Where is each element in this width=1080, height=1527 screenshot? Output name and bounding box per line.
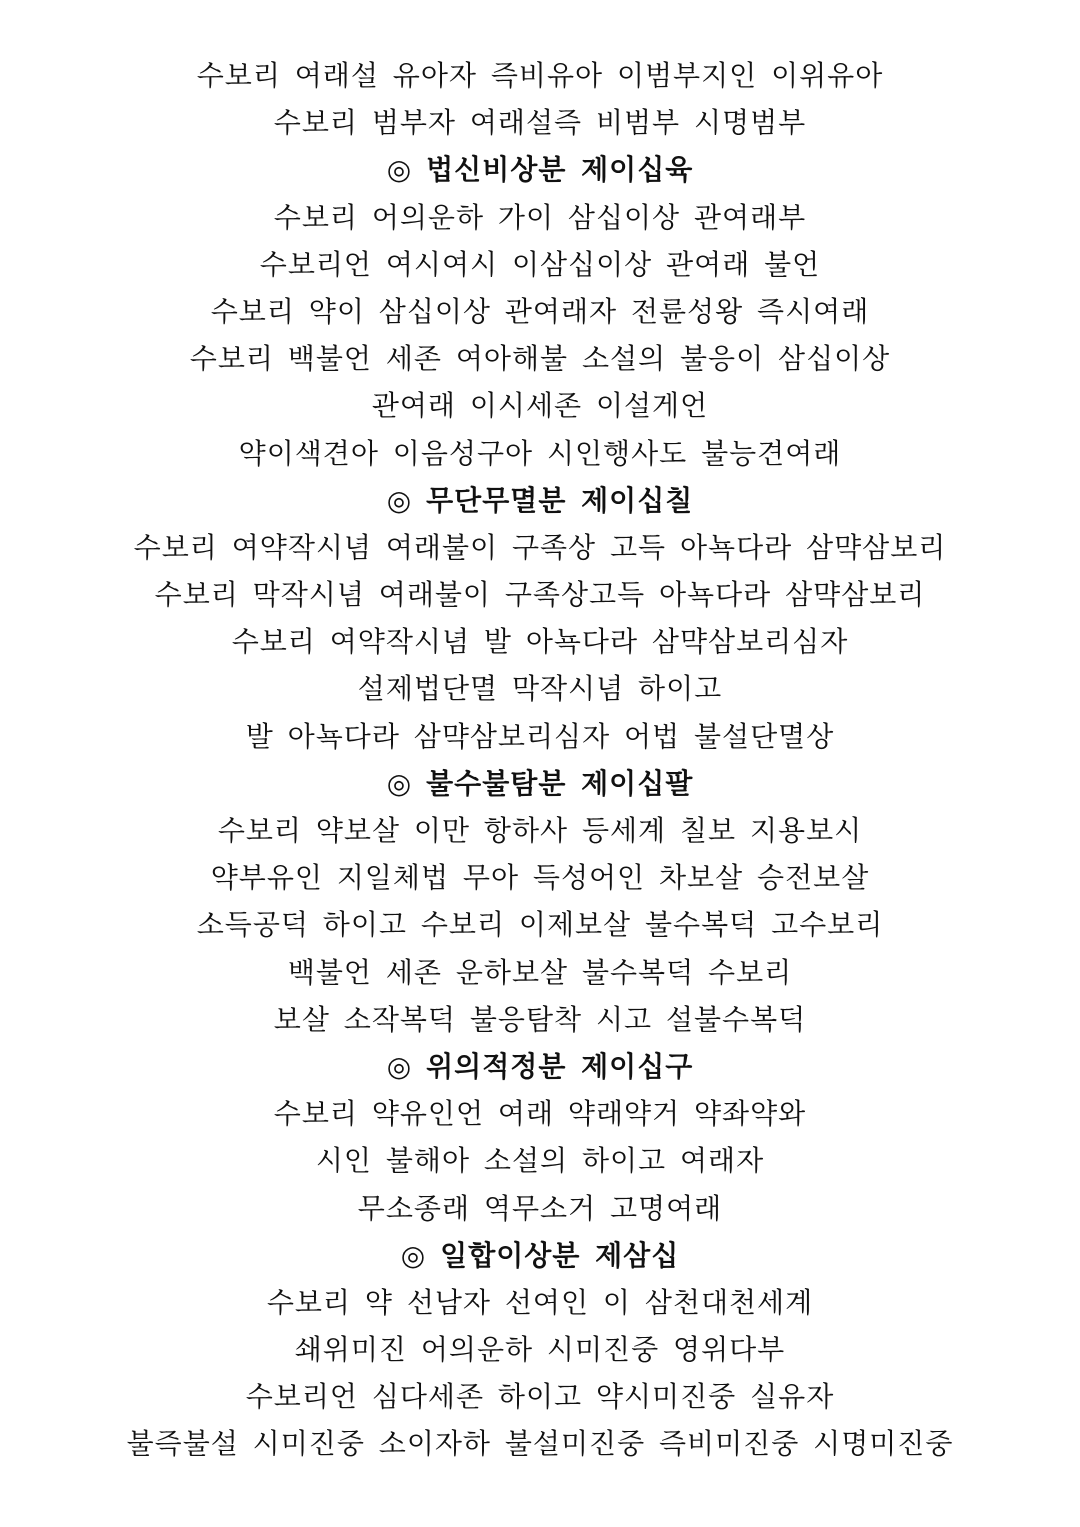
text-line (0, 335, 1080, 382)
text-line (0, 194, 1080, 241)
line-text: 수보리 약 선남자 선여인 이 삼천대천세계 (266, 1285, 814, 1319)
line-text: 관여래 이시세존 이설게언 (371, 389, 709, 423)
text-line (0, 1373, 1080, 1420)
text-line (0, 618, 1080, 665)
text-line (0, 665, 1080, 712)
line-text: 약이색견아 이음성구아 시인행사도 불능견여래 (238, 436, 842, 470)
line-text: 수보리 약보살 이만 항하사 등세계 칠보 지용보시 (217, 814, 863, 847)
text-line (0, 52, 1080, 99)
section-title: 불수불탐분 제이십팔 (426, 766, 694, 800)
double-circle-icon: ◎ (386, 483, 413, 517)
line-text: 수보리언 여시여시 이삼십이상 관여래 불언 (259, 247, 821, 281)
line-text: 백불언 세존 운하보살 불수복덕 수보리 (287, 955, 793, 989)
text-line (0, 241, 1080, 288)
line-text: 발 아뇩다라 삼먁삼보리심자 어법 불설단멸상 (245, 719, 835, 753)
line-text: 수보리 여약작시념 발 아뇩다라 삼먁삼보리심자 (231, 625, 849, 659)
text-line (0, 1326, 1080, 1373)
line-text: 약부유인 지일체법 무아 득성어인 차보살 승전보살 (210, 861, 870, 895)
line-text: 수보리 막작시념 여래불이 구족상고득 아뇩다라 삼먁삼보리 (154, 578, 926, 612)
section-heading (0, 760, 1080, 807)
text-line (0, 571, 1080, 618)
line-text: 수보리 여약작시념 여래불이 구족상 고득 아뇩다라 삼먁삼보리 (133, 530, 947, 564)
text-line (0, 901, 1080, 948)
section-heading (0, 477, 1080, 524)
text-line (0, 1279, 1080, 1326)
double-circle-icon: ◎ (400, 1238, 427, 1272)
text-line (0, 1137, 1080, 1184)
line-text: 설제법단멸 막작시념 하이고 (357, 672, 723, 706)
double-circle-icon: ◎ (386, 766, 413, 800)
section-heading (0, 146, 1080, 193)
line-text: 수보리 약이 삼십이상 관여래자 전륜성왕 즉시여래 (210, 294, 870, 328)
line-text: 수보리 여래설 유아자 즉비유아 이범부지인 이위유아 (196, 59, 884, 92)
text-line (0, 430, 1080, 477)
double-circle-icon: ◎ (386, 1049, 413, 1083)
line-text: 보살 소작복덕 불응탐착 시고 설불수복덕 (273, 1002, 807, 1036)
line-text: 불즉불설 시미진중 소이자하 불설미진중 즉비미진중 시명미진중 (126, 1427, 954, 1461)
text-line (0, 713, 1080, 760)
text-line (0, 99, 1080, 146)
line-text: 수보리 백불언 세존 여아해불 소설의 불응이 삼십이상 (189, 342, 891, 376)
text-line (0, 996, 1080, 1043)
text-line (0, 1090, 1080, 1137)
double-circle-icon: ◎ (386, 153, 413, 187)
section-heading (0, 1232, 1080, 1279)
section-title: 위의적정분 제이십구 (426, 1049, 694, 1083)
text-line (0, 854, 1080, 901)
line-text: 쇄위미진 어의운하 시미진중 영위다부 (294, 1333, 786, 1367)
text-line (0, 382, 1080, 429)
line-text: 수보리언 심다세존 하이고 약시미진중 실유자 (245, 1380, 835, 1414)
text-line (0, 288, 1080, 335)
section-title: 무단무멸분 제이십칠 (426, 483, 694, 517)
section-title: 일합이상분 제삼십 (440, 1238, 680, 1272)
line-text: 무소종래 역무소거 고명여래 (357, 1191, 723, 1225)
document-page (0, 52, 1080, 1468)
text-line (0, 807, 1080, 854)
text-line (0, 1420, 1080, 1467)
line-text: 수보리 범부자 여래설즉 비범부 시명범부 (273, 106, 807, 140)
line-text: 수보리 약유인언 여래 약래약거 약좌약와 (273, 1097, 807, 1131)
line-text: 수보리 어의운하 가이 삼십이상 관여래부 (273, 200, 807, 234)
section-heading (0, 1043, 1080, 1090)
section-title: 법신비상분 제이십육 (426, 153, 694, 187)
text-line (0, 1185, 1080, 1232)
text-line (0, 949, 1080, 996)
line-text: 시인 불해아 소설의 하이고 여래자 (315, 1144, 765, 1178)
text-line (0, 524, 1080, 571)
line-text: 소득공덕 하이고 수보리 이제보살 불수복덕 고수보리 (196, 908, 884, 942)
